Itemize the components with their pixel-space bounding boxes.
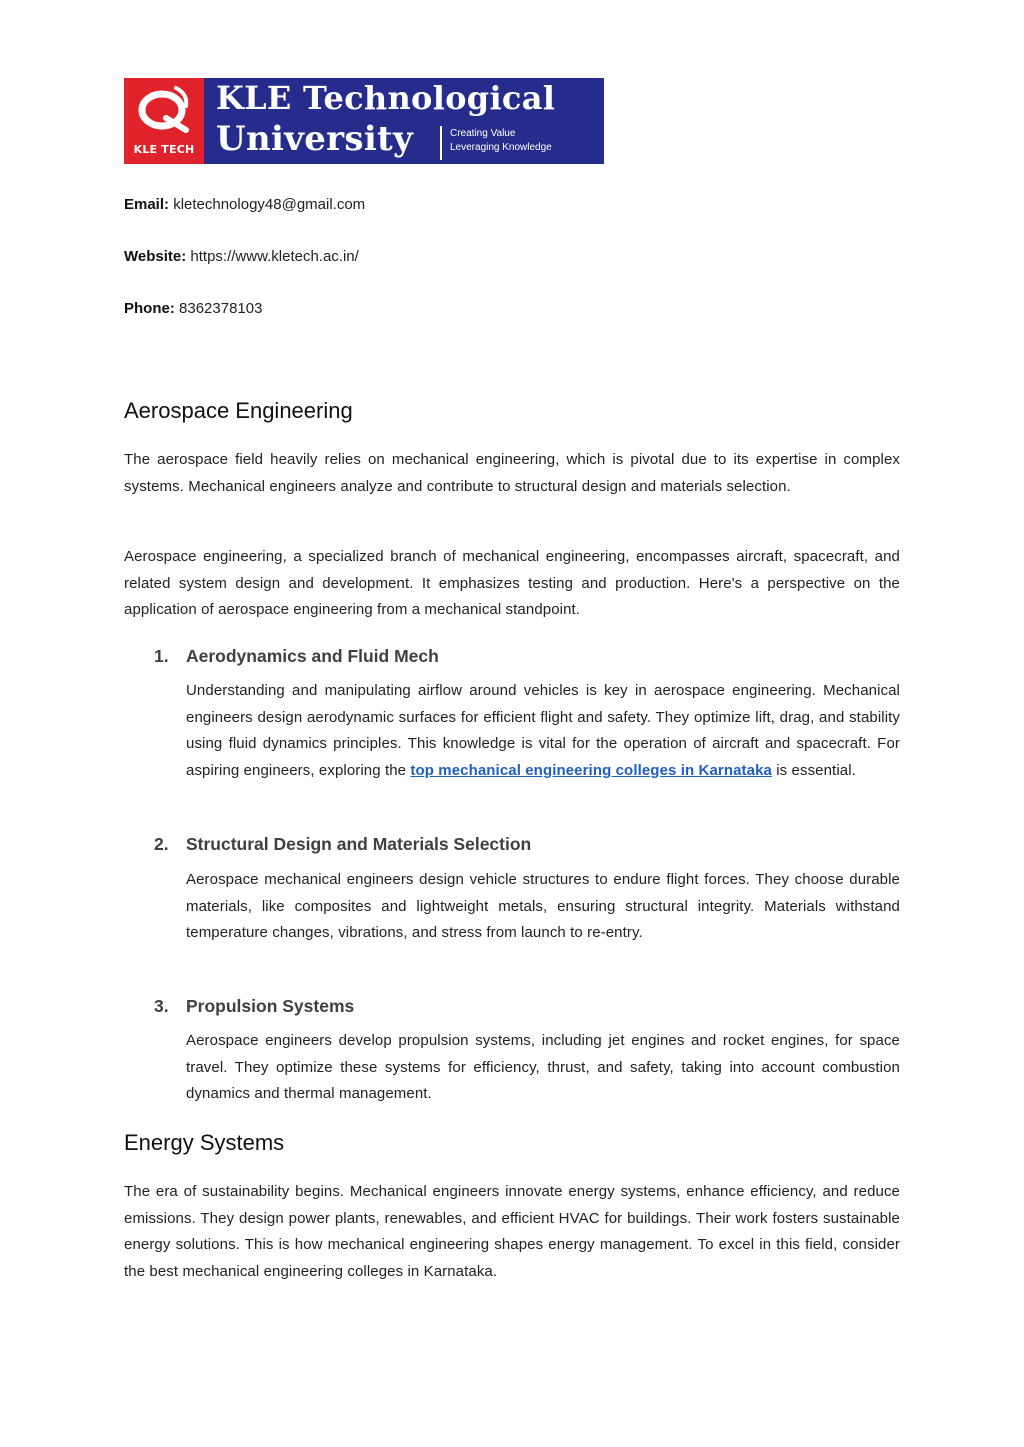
website-line xyxy=(124,248,359,266)
logo-divider xyxy=(440,126,442,160)
list-item-heading-3 xyxy=(154,995,354,1017)
logo-title-line2: University xyxy=(216,119,414,159)
logo-tagline-1: Creating Value xyxy=(450,128,516,139)
logo-badge: KLE TECH xyxy=(133,143,195,156)
section-heading-energy: Energy Systems xyxy=(124,1130,285,1155)
list-item-title: Structural Design and Materials Selection xyxy=(186,834,532,854)
logo-title-line1: KLE Technological xyxy=(216,79,556,117)
kle-q-logo-icon xyxy=(136,84,192,136)
email-label: Email: xyxy=(124,196,170,213)
logo-tagline-2: Leveraging Knowledge xyxy=(450,142,552,153)
list-number: 2. xyxy=(154,834,169,854)
energy-paragraph-1: The era of sustainability begins. Mechanical engineers innovate energy systems, enhance efficiency, and reduce emissions. They design power plants, renewables, and efficient HVAC for buildings. Their work fosters sustainable energy solutions. This is how mechanical engineering shapes energy management. To excel in this field, consider the best mechanical engineering colleges in Karnataka. xyxy=(124,1183,900,1280)
list-item-body-2: Aerospace mechanical engineers design vehicle structures to endure flight forces. They choose durable materials, like composites and lightweight metals, ensuring structural integrity. Materials withstand temperature changes, vibrations, and stress from launch to re-entry. xyxy=(186,871,900,942)
list-number: 3. xyxy=(154,996,169,1016)
colleges-link[interactable]: top mechanical engineering colleges in Karnataka xyxy=(410,761,772,779)
phone-line xyxy=(124,300,262,318)
list-item-title: Aerodynamics and Fluid Mech xyxy=(186,646,439,666)
list-item-text: Understanding and manipulating airflow around vehicles is key in aerospace engineering. Mechanical engineers design aerodynamic surfaces for efficient flight and safety. They optimize lift, drag, and stability using fluid dynamics principles. This knowledge is vital for the operation of aircraft and spacecraft. For aspiring engineers, exploring the xyxy=(186,682,900,779)
list-item-title: Propulsion Systems xyxy=(186,996,355,1016)
university-logo xyxy=(124,78,604,164)
logo-emblem xyxy=(124,78,204,164)
email-line xyxy=(124,196,365,214)
aerospace-paragraph-1: The aerospace field heavily relies on mechanical engineering, which is pivotal due to its expertise in complex systems. Mechanical engineers analyze and contribute to structural design and materials selection. xyxy=(124,451,900,495)
list-item-body-1 xyxy=(186,678,900,784)
list-item-heading-2 xyxy=(154,833,531,855)
list-item-body-3: Aerospace engineers develop propulsion systems, including jet engines and rocket engines, for space travel. They optimize these systems for efficiency, thrust, and safety, taking into account combustion dynamics and thermal management. xyxy=(186,1032,900,1103)
website-label: Website: xyxy=(124,248,187,265)
phone-value: 8362378103 xyxy=(179,300,263,317)
email-value: kletechnology48@gmail.com xyxy=(173,196,366,213)
list-number: 1. xyxy=(154,646,169,666)
phone-label: Phone: xyxy=(124,300,175,317)
list-item-heading-1 xyxy=(154,645,439,667)
list-item-text-tail: is essential. xyxy=(771,761,856,779)
website-value: https://www.kletech.ac.in/ xyxy=(190,248,359,265)
aerospace-paragraph-2: Aerospace engineering, a specialized branch of mechanical engineering, encompasses aircraft, spacecraft, and related system design and development. It emphasizes testing and production. Here's a perspective on the application of aerospace engineering from a mechanical standpoint. xyxy=(124,548,900,619)
section-heading-aerospace: Aerospace Engineering xyxy=(124,398,353,423)
